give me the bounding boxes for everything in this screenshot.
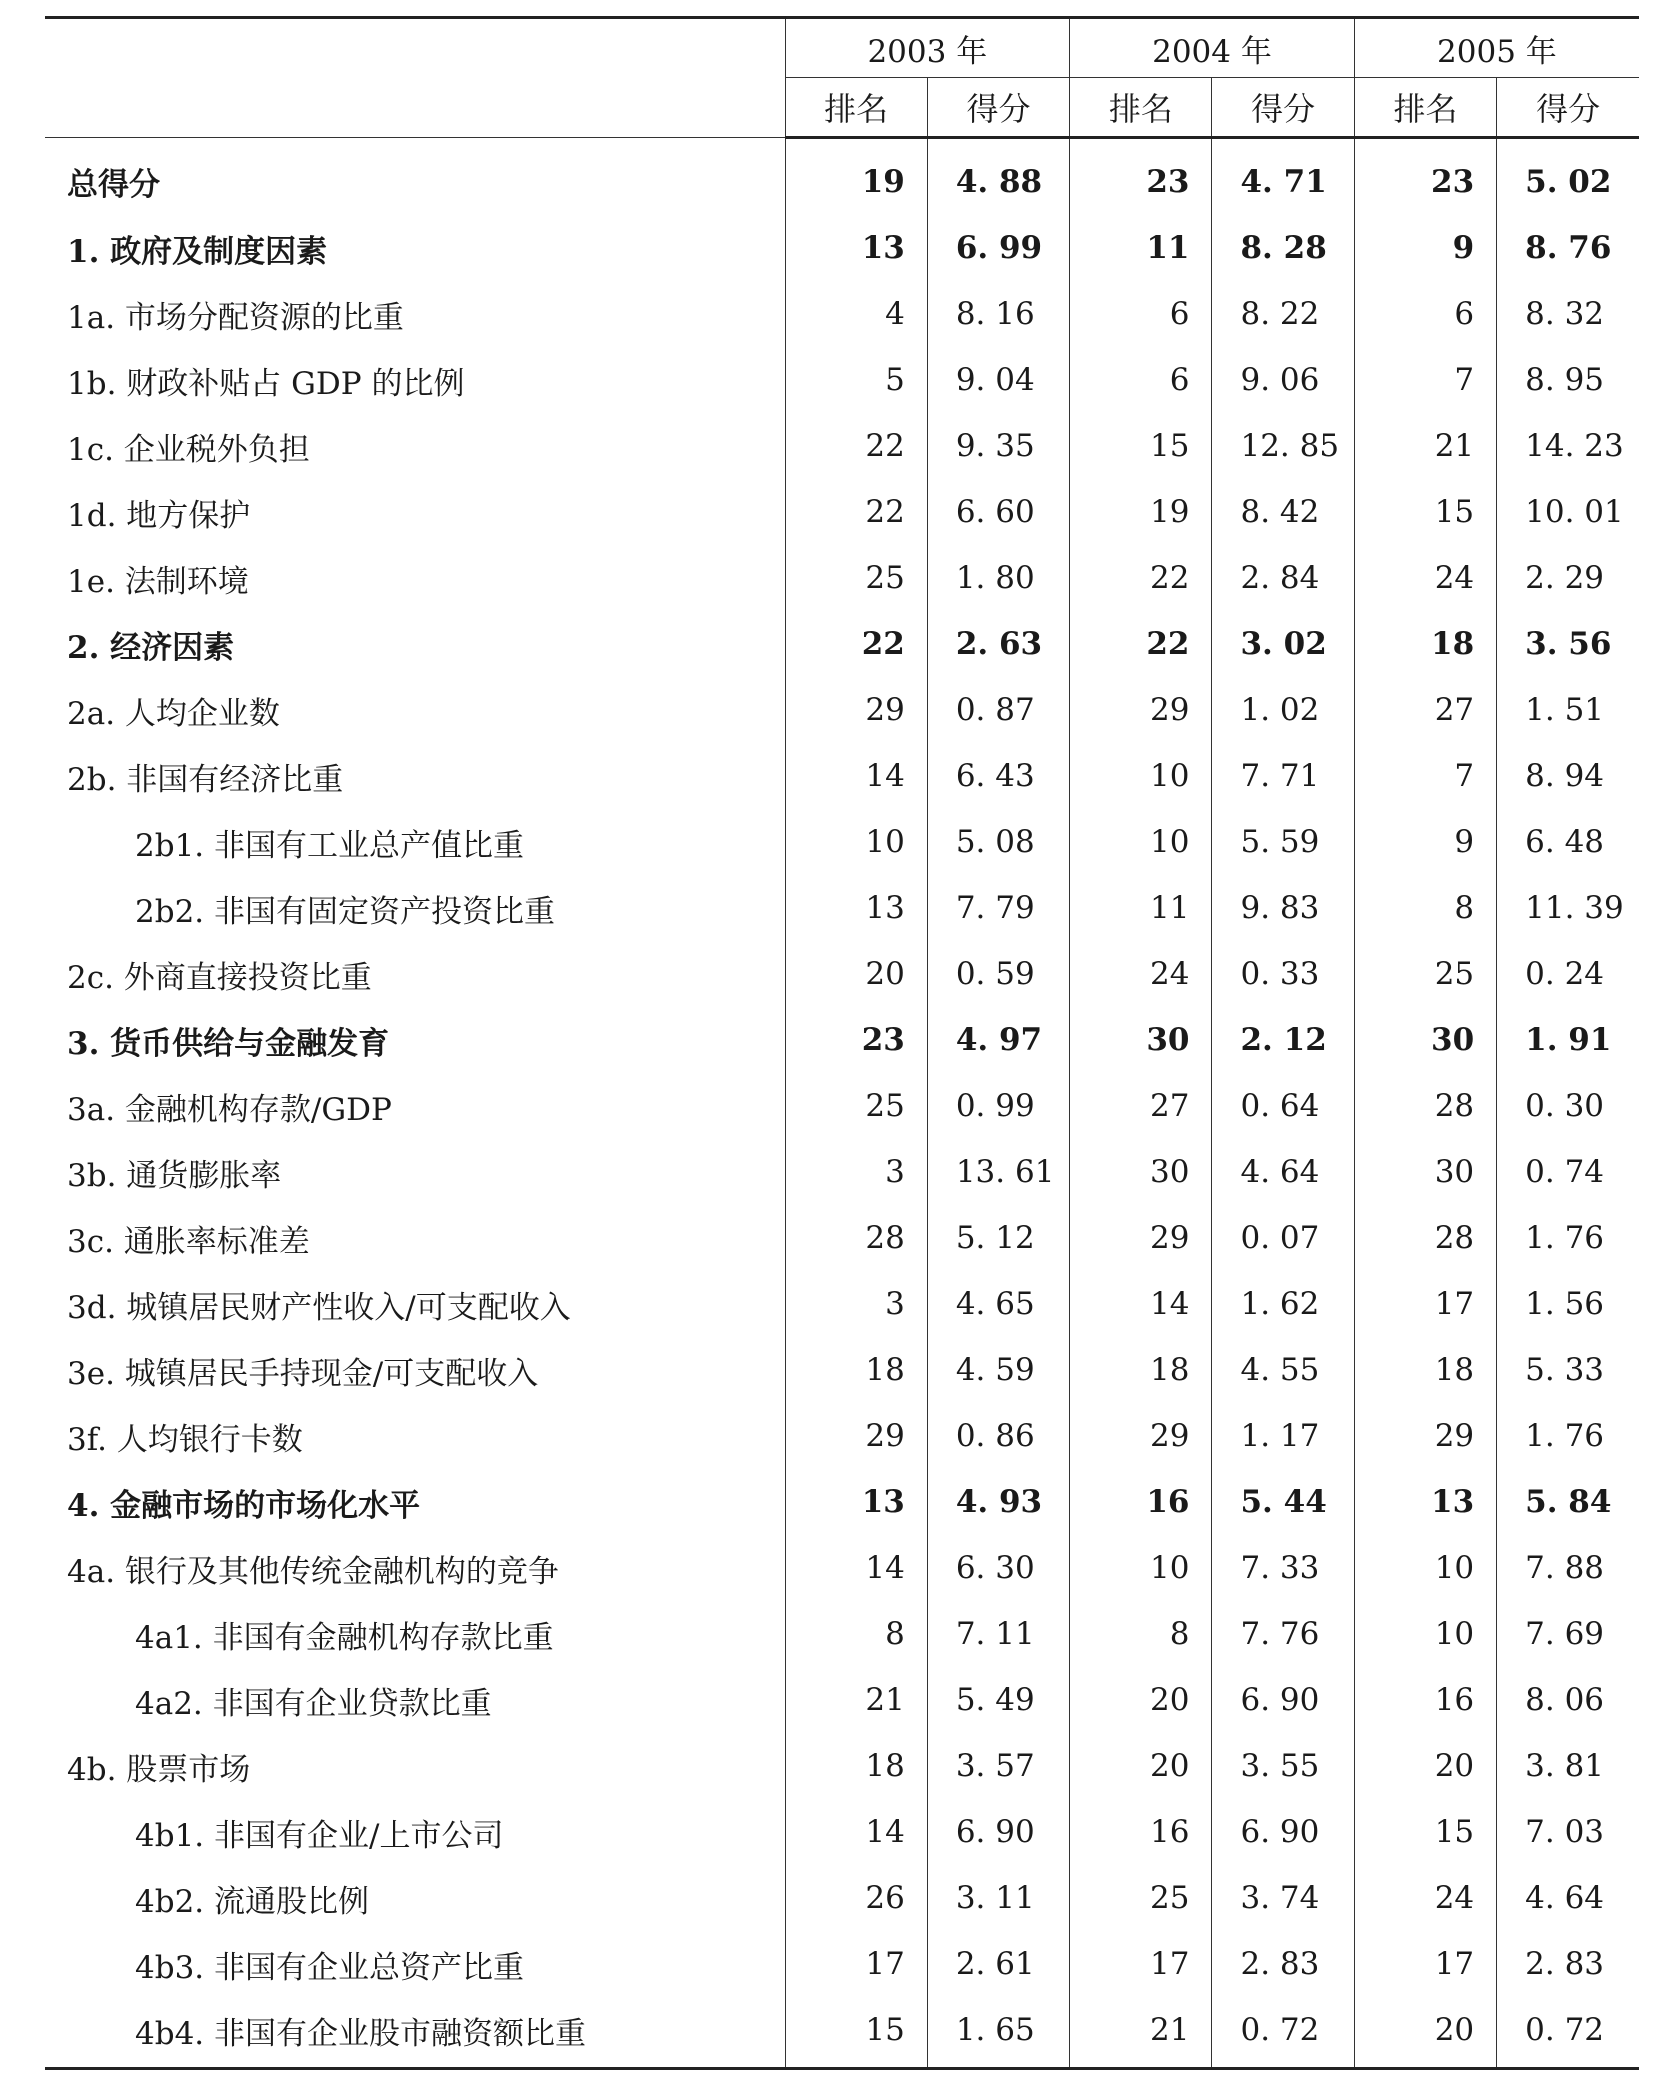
cell-rank-2005: 9 [1354,215,1496,281]
header-corner-cell [45,18,785,138]
header-year-row [45,18,1639,78]
table-row [45,215,1639,281]
table-row [45,479,1639,545]
table-row [45,1271,1639,1337]
cell-rank-2004: 10 [1070,1535,1212,1601]
table-row [45,677,1639,743]
cell-score-2005: 4. 64 [1497,1865,1639,1931]
cell-rank-2003: 20 [785,941,927,1007]
row-label: 1c. 企业税外负担 [67,431,310,468]
row-label: 4b1. 非国有企业/上市公司 [135,1817,504,1854]
cell-score-2003: 2. 63 [927,611,1069,677]
cell-rank-2005: 10 [1354,1601,1496,1667]
table-row [45,1205,1639,1271]
cell-score-2005: 8. 94 [1497,743,1639,809]
cell-score-2003: 0. 59 [927,941,1069,1007]
cell-score-2005: 1. 76 [1497,1403,1639,1469]
cell-score-2003: 0. 86 [927,1403,1069,1469]
cell-score-2004: 4. 71 [1212,138,1354,216]
cell-score-2005: 0. 24 [1497,941,1639,1007]
cell-score-2005: 1. 56 [1497,1271,1639,1337]
table-row [45,1601,1639,1667]
cell-rank-2005: 9 [1354,809,1496,875]
row-label: 2b2. 非国有固定资产投资比重 [135,893,555,930]
cell-rank-2003: 3 [785,1271,927,1337]
cell-score-2004: 8. 28 [1212,215,1354,281]
cell-score-2003: 6. 60 [927,479,1069,545]
cell-score-2003: 6. 99 [927,215,1069,281]
cell-score-2005: 3. 81 [1497,1733,1639,1799]
row-label: 总得分 [67,167,160,203]
cell-rank-2004: 22 [1070,545,1212,611]
cell-score-2004: 4. 64 [1212,1139,1354,1205]
cell-rank-2005: 20 [1354,1733,1496,1799]
cell-rank-2004: 24 [1070,941,1212,1007]
cell-rank-2005: 30 [1354,1139,1496,1205]
cell-score-2003: 0. 99 [927,1073,1069,1139]
table-row [45,1997,1639,2069]
cell-rank-2005: 23 [1354,138,1496,216]
cell-rank-2003: 25 [785,545,927,611]
cell-score-2003: 13. 61 [927,1139,1069,1205]
cell-score-2004: 7. 76 [1212,1601,1354,1667]
cell-rank-2004: 23 [1070,138,1212,216]
table-row [45,1667,1639,1733]
cell-rank-2003: 18 [785,1733,927,1799]
row-label: 1b. 财政补贴占 GDP 的比例 [67,365,465,402]
table-row [45,413,1639,479]
cell-score-2005: 0. 72 [1497,1997,1639,2069]
cell-score-2004: 6. 90 [1212,1667,1354,1733]
cell-rank-2003: 14 [785,1535,927,1601]
cell-score-2005: 3. 56 [1497,611,1639,677]
cell-rank-2003: 29 [785,1403,927,1469]
cell-score-2005: 5. 84 [1497,1469,1639,1535]
header-year-2003: 2003 年 [785,18,1070,78]
cell-rank-2004: 6 [1070,347,1212,413]
cell-rank-2005: 20 [1354,1997,1496,2069]
cell-score-2005: 8. 06 [1497,1667,1639,1733]
header-score-2004: 得分 [1212,78,1354,138]
cell-rank-2004: 19 [1070,479,1212,545]
table-row [45,1073,1639,1139]
row-label: 3c. 通胀率标准差 [67,1223,310,1260]
cell-score-2005: 1. 51 [1497,677,1639,743]
header-rank-2004: 排名 [1070,78,1212,138]
cell-rank-2005: 28 [1354,1205,1496,1271]
cell-score-2003: 9. 35 [927,413,1069,479]
cell-rank-2003: 23 [785,1007,927,1073]
cell-rank-2005: 18 [1354,611,1496,677]
row-label: 4a. 银行及其他传统金融机构的竞争 [67,1553,559,1590]
cell-score-2003: 9. 04 [927,347,1069,413]
cell-score-2004: 2. 12 [1212,1007,1354,1073]
table-row [45,1931,1639,1997]
cell-score-2004: 3. 74 [1212,1865,1354,1931]
cell-score-2005: 5. 33 [1497,1337,1639,1403]
cell-score-2004: 1. 17 [1212,1403,1354,1469]
cell-score-2005: 7. 88 [1497,1535,1639,1601]
cell-rank-2004: 29 [1070,1403,1212,1469]
table-row [45,1007,1639,1073]
cell-score-2004: 12. 85 [1212,413,1354,479]
cell-rank-2005: 17 [1354,1271,1496,1337]
cell-rank-2005: 18 [1354,1337,1496,1403]
cell-score-2003: 5. 08 [927,809,1069,875]
cell-rank-2004: 17 [1070,1931,1212,1997]
cell-rank-2004: 22 [1070,611,1212,677]
table-row [45,1469,1639,1535]
table-row [45,1535,1639,1601]
cell-score-2003: 6. 43 [927,743,1069,809]
cell-rank-2004: 18 [1070,1337,1212,1403]
cell-score-2005: 2. 29 [1497,545,1639,611]
row-label: 2a. 人均企业数 [67,695,280,732]
cell-score-2005: 2. 83 [1497,1931,1639,1997]
cell-rank-2005: 15 [1354,1799,1496,1865]
cell-rank-2004: 29 [1070,677,1212,743]
cell-score-2004: 0. 64 [1212,1073,1354,1139]
cell-rank-2004: 11 [1070,215,1212,281]
row-label: 4b3. 非国有企业总资产比重 [135,1949,524,1986]
table-row [45,281,1639,347]
cell-rank-2003: 17 [785,1931,927,1997]
cell-score-2005: 6. 48 [1497,809,1639,875]
cell-rank-2003: 28 [785,1205,927,1271]
cell-score-2003: 4. 59 [927,1337,1069,1403]
cell-rank-2003: 3 [785,1139,927,1205]
table-row [45,347,1639,413]
cell-rank-2004: 21 [1070,1997,1212,2069]
header-year-2004: 2004 年 [1070,18,1355,78]
cell-rank-2005: 10 [1354,1535,1496,1601]
row-label: 3a. 金融机构存款/GDP [67,1091,392,1128]
cell-rank-2004: 8 [1070,1601,1212,1667]
cell-rank-2004: 11 [1070,875,1212,941]
cell-rank-2003: 29 [785,677,927,743]
cell-rank-2004: 10 [1070,809,1212,875]
cell-rank-2005: 29 [1354,1403,1496,1469]
cell-score-2004: 7. 71 [1212,743,1354,809]
cell-score-2005: 7. 69 [1497,1601,1639,1667]
cell-score-2003: 6. 90 [927,1799,1069,1865]
cell-score-2005: 11. 39 [1497,875,1639,941]
row-label: 1. 政府及制度因素 [67,233,328,270]
cell-rank-2004: 25 [1070,1865,1212,1931]
cell-rank-2003: 14 [785,743,927,809]
cell-rank-2004: 15 [1070,413,1212,479]
cell-rank-2003: 5 [785,347,927,413]
row-label: 3. 货币供给与金融发育 [67,1025,390,1062]
cell-score-2003: 7. 11 [927,1601,1069,1667]
row-label: 3b. 通货膨胀率 [67,1157,282,1194]
cell-rank-2004: 20 [1070,1667,1212,1733]
cell-score-2004: 1. 62 [1212,1271,1354,1337]
table-row [45,1403,1639,1469]
row-label: 4b4. 非国有企业股市融资额比重 [45,1997,785,2069]
cell-rank-2003: 21 [785,1667,927,1733]
cell-score-2005: 1. 91 [1497,1007,1639,1073]
cell-rank-2004: 30 [1070,1139,1212,1205]
cell-score-2003: 4. 88 [927,138,1069,216]
cell-score-2004: 5. 59 [1212,809,1354,875]
row-label: 1a. 市场分配资源的比重 [67,299,404,336]
cell-rank-2004: 10 [1070,743,1212,809]
cell-rank-2003: 4 [785,281,927,347]
table-row [45,1865,1639,1931]
cell-score-2004: 9. 06 [1212,347,1354,413]
header-rank-2003: 排名 [785,78,927,138]
row-label: 4. 金融市场的市场化水平 [67,1487,421,1524]
cell-score-2003: 8. 16 [927,281,1069,347]
cell-rank-2003: 15 [785,1997,927,2069]
cell-rank-2003: 14 [785,1799,927,1865]
row-label: 1e. 法制环境 [67,563,249,600]
cell-rank-2005: 8 [1354,875,1496,941]
header-year-2005: 2005 年 [1354,18,1639,78]
cell-rank-2003: 13 [785,215,927,281]
cell-score-2004: 5. 44 [1212,1469,1354,1535]
header-score-2003: 得分 [927,78,1069,138]
cell-score-2004: 7. 33 [1212,1535,1354,1601]
cell-rank-2003: 22 [785,413,927,479]
cell-rank-2003: 26 [785,1865,927,1931]
cell-score-2005: 0. 30 [1497,1073,1639,1139]
cell-score-2004: 9. 83 [1212,875,1354,941]
cell-rank-2003: 8 [785,1601,927,1667]
table-row [45,1139,1639,1205]
cell-rank-2005: 30 [1354,1007,1496,1073]
cell-rank-2004: 16 [1070,1469,1212,1535]
row-label: 4b2. 流通股比例 [135,1883,369,1920]
cell-rank-2005: 16 [1354,1667,1496,1733]
cell-rank-2005: 17 [1354,1931,1496,1997]
cell-score-2003: 7. 79 [927,875,1069,941]
table-row [45,1337,1639,1403]
cell-score-2005: 7. 03 [1497,1799,1639,1865]
cell-score-2004: 2. 84 [1212,545,1354,611]
row-label: 2b1. 非国有工业总产值比重 [135,827,524,864]
cell-rank-2004: 14 [1070,1271,1212,1337]
cell-rank-2005: 15 [1354,479,1496,545]
cell-rank-2005: 13 [1354,1469,1496,1535]
row-label: 3f. 人均银行卡数 [67,1421,303,1458]
cell-rank-2004: 16 [1070,1799,1212,1865]
cell-score-2004: 0. 72 [1212,1997,1354,2069]
row-label: 2b. 非国有经济比重 [67,761,344,798]
cell-score-2003: 2. 61 [927,1931,1069,1997]
cell-score-2004: 3. 02 [1212,611,1354,677]
cell-score-2003: 1. 80 [927,545,1069,611]
cell-rank-2005: 28 [1354,1073,1496,1139]
row-label: 4a1. 非国有金融机构存款比重 [135,1619,554,1656]
cell-rank-2003: 22 [785,611,927,677]
table-row [45,1799,1639,1865]
cell-score-2004: 3. 55 [1212,1733,1354,1799]
table-row [45,875,1639,941]
cell-rank-2003: 18 [785,1337,927,1403]
table-row [45,545,1639,611]
header-rank-2005: 排名 [1354,78,1496,138]
marketization-score-table [45,16,1639,2070]
table-body [45,138,1639,2069]
cell-score-2005: 0. 74 [1497,1139,1639,1205]
cell-score-2005: 5. 02 [1497,138,1639,216]
cell-score-2003: 3. 11 [927,1865,1069,1931]
cell-rank-2005: 24 [1354,1865,1496,1931]
header-score-2005: 得分 [1497,78,1639,138]
cell-score-2004: 0. 07 [1212,1205,1354,1271]
cell-score-2003: 3. 57 [927,1733,1069,1799]
cell-score-2003: 0. 87 [927,677,1069,743]
row-label: 2c. 外商直接投资比重 [67,959,372,996]
cell-score-2003: 4. 93 [927,1469,1069,1535]
row-label: 4a2. 非国有企业贷款比重 [135,1685,492,1722]
cell-rank-2005: 25 [1354,941,1496,1007]
table-row [45,1733,1639,1799]
cell-score-2005: 8. 32 [1497,281,1639,347]
row-label: 3e. 城镇居民手持现金/可支配收入 [67,1355,539,1392]
document-page [45,16,1639,2070]
cell-score-2004: 4. 55 [1212,1337,1354,1403]
table-header [45,18,1639,138]
cell-rank-2005: 27 [1354,677,1496,743]
cell-rank-2003: 19 [785,138,927,216]
cell-score-2005: 14. 23 [1497,413,1639,479]
cell-rank-2003: 25 [785,1073,927,1139]
cell-score-2003: 4. 97 [927,1007,1069,1073]
cell-score-2003: 1. 65 [927,1997,1069,2069]
cell-rank-2005: 21 [1354,413,1496,479]
table-row [45,743,1639,809]
table-row [45,138,1639,216]
cell-rank-2004: 27 [1070,1073,1212,1139]
cell-rank-2005: 6 [1354,281,1496,347]
cell-score-2005: 1. 76 [1497,1205,1639,1271]
cell-score-2004: 2. 83 [1212,1931,1354,1997]
row-label: 2. 经济因素 [67,629,235,666]
cell-rank-2004: 6 [1070,281,1212,347]
cell-rank-2003: 10 [785,809,927,875]
cell-score-2004: 8. 42 [1212,479,1354,545]
cell-score-2003: 5. 49 [927,1667,1069,1733]
cell-rank-2003: 13 [785,1469,927,1535]
row-label: 3d. 城镇居民财产性收入/可支配收入 [67,1289,571,1326]
cell-score-2005: 8. 76 [1497,215,1639,281]
cell-rank-2005: 7 [1354,347,1496,413]
cell-score-2005: 10. 01 [1497,479,1639,545]
table-row [45,941,1639,1007]
cell-rank-2003: 13 [785,875,927,941]
table-row [45,809,1639,875]
cell-score-2004: 0. 33 [1212,941,1354,1007]
cell-score-2003: 6. 30 [927,1535,1069,1601]
cell-rank-2004: 20 [1070,1733,1212,1799]
cell-rank-2004: 30 [1070,1007,1212,1073]
row-label: 4b. 股票市场 [67,1751,251,1788]
cell-rank-2004: 29 [1070,1205,1212,1271]
cell-rank-2005: 24 [1354,545,1496,611]
cell-score-2005: 8. 95 [1497,347,1639,413]
cell-score-2004: 6. 90 [1212,1799,1354,1865]
cell-score-2003: 5. 12 [927,1205,1069,1271]
cell-score-2003: 4. 65 [927,1271,1069,1337]
cell-score-2004: 8. 22 [1212,281,1354,347]
row-label: 1d. 地方保护 [67,497,251,534]
cell-rank-2005: 7 [1354,743,1496,809]
cell-score-2004: 1. 02 [1212,677,1354,743]
cell-rank-2003: 22 [785,479,927,545]
table-row [45,611,1639,677]
